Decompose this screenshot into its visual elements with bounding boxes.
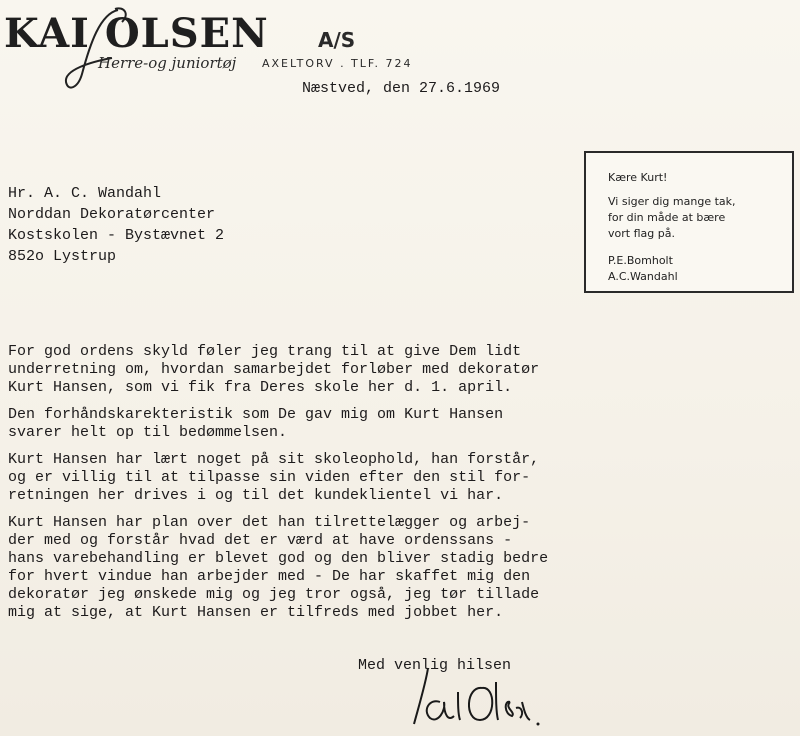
- body-line: Kurt Hansen har lært noget på sit skoleophold, han forstår,: [8, 451, 540, 468]
- body-line: hans varebehandling er blevet god og den bliver stadig bedre: [8, 550, 549, 567]
- letter-body: [8, 343, 788, 631]
- brand-name: KAI OLSEN: [4, 10, 269, 57]
- recipient-line: Hr. A. C. Wandahl: [8, 185, 162, 202]
- brand-suffix: A/S: [318, 28, 356, 52]
- body-line: og er villig til at tilpasse sin viden efter den stil for-: [8, 469, 531, 486]
- recipient-line: Kostskolen - Bystævnet 2: [8, 227, 225, 244]
- body-line: underretning om, hvordan samarbejdet forløber med dekoratør: [8, 361, 540, 378]
- body-line: der med og forstår hvad det er værd at have ordenssans -: [8, 532, 513, 549]
- body-line: for hvert vindue han arbejder med - De har skaffet mig den: [8, 568, 531, 585]
- body-line: retningen her drives i og til det kundeklientel vi har.: [8, 487, 504, 504]
- letterhead-address: AXELTORV . TLF. 724: [262, 57, 413, 70]
- closing-phrase: Med venlig hilsen: [358, 657, 512, 674]
- note-signer: A.C.Wandahl: [608, 270, 678, 283]
- recipient-line: Norddan Dekoratørcenter: [8, 206, 216, 223]
- note-line: Vi siger dig mange tak,: [608, 195, 736, 208]
- body-paragraph: [8, 451, 788, 505]
- note-box: [584, 151, 794, 293]
- body-line: Kurt Hansen, som vi fik fra Deres skole her d. 1. april.: [8, 379, 513, 396]
- note-line: for din måde at bære: [608, 211, 726, 224]
- handwritten-signature: [400, 662, 550, 732]
- note-greeting: Kære Kurt!: [608, 171, 668, 184]
- recipient-line: 852o Lystrup: [8, 248, 117, 265]
- note-signer: P.E.Bomholt: [608, 254, 673, 267]
- body-line: Den forhåndskarekteristik som De gav mig om Kurt Hansen: [8, 406, 504, 423]
- body-line: svarer helt op til bedømmelsen.: [8, 424, 288, 441]
- body-paragraph: [8, 343, 788, 397]
- body-line: mig at sige, at Kurt Hansen er tilfreds med jobbet her.: [8, 604, 504, 621]
- note-line: vort flag på.: [608, 227, 675, 240]
- recipient-address: [8, 183, 224, 267]
- body-line: For god ordens skyld føler jeg trang til at give Dem lidt: [8, 343, 522, 360]
- brand-tagline: Herre-og juniortøj: [98, 54, 237, 72]
- body-paragraph: [8, 514, 788, 622]
- body-line: Kurt Hansen har plan over det han tilrettelægger og arbej-: [8, 514, 531, 531]
- letter-date: Næstved, den 27.6.1969: [302, 80, 501, 97]
- body-paragraph: [8, 406, 788, 442]
- body-line: dekoratør jeg ønskede mig og jeg tror også, jeg tør tillade: [8, 586, 540, 603]
